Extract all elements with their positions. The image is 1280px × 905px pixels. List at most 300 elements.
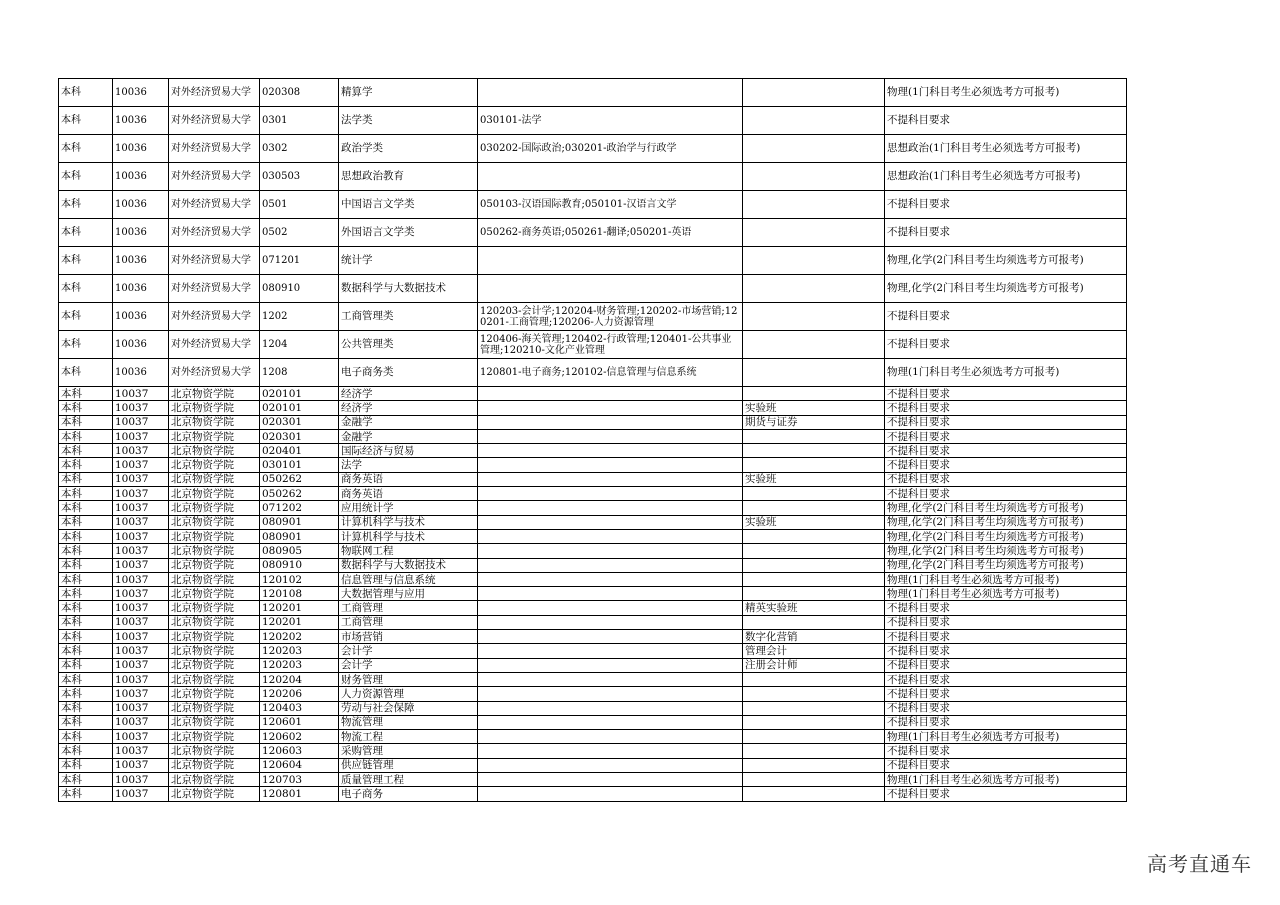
cell-included-majors — [478, 275, 743, 303]
cell-requirement: 不提科目要求 — [885, 303, 1127, 331]
cell-school-code: 10037 — [113, 787, 169, 801]
cell-school-code: 10037 — [113, 544, 169, 558]
cell-requirement: 物理,化学(2门科目考生均须选考方可报考) — [885, 529, 1127, 543]
cell-school-code: 10037 — [113, 487, 169, 501]
cell-requirement: 物理,化学(2门科目考生均须选考方可报考) — [885, 247, 1127, 275]
cell-school-code: 10036 — [113, 163, 169, 191]
cell-school-code: 10037 — [113, 658, 169, 672]
cell-school-code: 10037 — [113, 672, 169, 686]
cell-major-code: 120202 — [260, 630, 339, 644]
cell-school-code: 10037 — [113, 529, 169, 543]
cell-school-name: 北京物资学院 — [169, 773, 260, 787]
cell-requirement: 不提科目要求 — [885, 715, 1127, 729]
cell-included-majors — [478, 247, 743, 275]
cell-school-code: 10037 — [113, 587, 169, 601]
cell-major-name: 电子商务类 — [339, 359, 478, 387]
cell-major-name: 供应链管理 — [339, 758, 478, 772]
table-row — [59, 458, 1127, 472]
table-row — [59, 429, 1127, 443]
table-row — [59, 401, 1127, 415]
cell-included-majors — [478, 472, 743, 486]
cell-requirement: 不提科目要求 — [885, 701, 1127, 715]
cell-school-name: 北京物资学院 — [169, 415, 260, 429]
cell-major-name: 金融学 — [339, 415, 478, 429]
cell-note — [743, 587, 885, 601]
cell-major-name: 电子商务 — [339, 787, 478, 801]
cell-note — [743, 163, 885, 191]
cell-note — [743, 359, 885, 387]
cell-major-name: 公共管理类 — [339, 331, 478, 359]
cell-level: 本科 — [59, 658, 113, 672]
cell-level: 本科 — [59, 773, 113, 787]
cell-requirement: 不提科目要求 — [885, 787, 1127, 801]
cell-requirement: 不提科目要求 — [885, 387, 1127, 401]
cell-school-code: 10037 — [113, 687, 169, 701]
cell-major-name: 商务英语 — [339, 472, 478, 486]
cell-level: 本科 — [59, 359, 113, 387]
table-row — [59, 529, 1127, 543]
cell-school-name: 北京物资学院 — [169, 429, 260, 443]
cell-requirement: 不提科目要求 — [885, 107, 1127, 135]
table-row — [59, 501, 1127, 515]
cell-note — [743, 701, 885, 715]
cell-included-majors — [478, 773, 743, 787]
cell-note — [743, 544, 885, 558]
cell-requirement: 不提科目要求 — [885, 758, 1127, 772]
cell-note — [743, 444, 885, 458]
cell-requirement: 不提科目要求 — [885, 429, 1127, 443]
cell-school-code: 10036 — [113, 275, 169, 303]
cell-school-name: 北京物资学院 — [169, 458, 260, 472]
cell-school-code: 10036 — [113, 79, 169, 107]
table-row — [59, 658, 1127, 672]
cell-included-majors — [478, 615, 743, 629]
cell-included-majors: 030101-法学 — [478, 107, 743, 135]
cell-major-code: 120204 — [260, 672, 339, 686]
cell-major-name: 精算学 — [339, 79, 478, 107]
cell-note: 注册会计师 — [743, 658, 885, 672]
cell-level: 本科 — [59, 515, 113, 529]
cell-included-majors — [478, 658, 743, 672]
cell-requirement: 物理,化学(2门科目考生均须选考方可报考) — [885, 275, 1127, 303]
cell-note — [743, 744, 885, 758]
cell-note — [743, 558, 885, 572]
cell-major-name: 法学 — [339, 458, 478, 472]
cell-requirement: 物理(1门科目考生必须选考方可报考) — [885, 730, 1127, 744]
cell-school-code: 10037 — [113, 644, 169, 658]
cell-school-code: 10037 — [113, 701, 169, 715]
cell-note — [743, 758, 885, 772]
cell-school-code: 10037 — [113, 715, 169, 729]
table-row — [59, 331, 1127, 359]
cell-major-name: 会计学 — [339, 644, 478, 658]
cell-level: 本科 — [59, 730, 113, 744]
cell-major-name: 劳动与社会保障 — [339, 701, 478, 715]
cell-school-name: 北京物资学院 — [169, 687, 260, 701]
cell-school-name: 北京物资学院 — [169, 615, 260, 629]
cell-included-majors — [478, 701, 743, 715]
cell-requirement: 不提科目要求 — [885, 219, 1127, 247]
table-row — [59, 79, 1127, 107]
cell-requirement: 物理(1门科目考生必须选考方可报考) — [885, 359, 1127, 387]
cell-note — [743, 672, 885, 686]
cell-major-code: 0302 — [260, 135, 339, 163]
cell-major-code: 080901 — [260, 515, 339, 529]
cell-school-code: 10036 — [113, 303, 169, 331]
admission-requirements-table — [58, 78, 1127, 802]
cell-major-name: 工商管理 — [339, 615, 478, 629]
cell-level: 本科 — [59, 787, 113, 801]
cell-school-code: 10037 — [113, 415, 169, 429]
cell-school-code: 10037 — [113, 387, 169, 401]
cell-school-name: 北京物资学院 — [169, 715, 260, 729]
cell-included-majors — [478, 415, 743, 429]
cell-note — [743, 275, 885, 303]
cell-note — [743, 387, 885, 401]
cell-major-code: 120801 — [260, 787, 339, 801]
cell-requirement: 物理,化学(2门科目考生均须选考方可报考) — [885, 558, 1127, 572]
table-row — [59, 219, 1127, 247]
cell-included-majors — [478, 558, 743, 572]
cell-note — [743, 107, 885, 135]
cell-requirement: 不提科目要求 — [885, 601, 1127, 615]
cell-major-name: 财务管理 — [339, 672, 478, 686]
cell-major-name: 市场营销 — [339, 630, 478, 644]
cell-level: 本科 — [59, 79, 113, 107]
cell-school-code: 10037 — [113, 501, 169, 515]
table-row — [59, 415, 1127, 429]
cell-note — [743, 219, 885, 247]
cell-included-majors — [478, 544, 743, 558]
cell-level: 本科 — [59, 387, 113, 401]
table-row — [59, 303, 1127, 331]
cell-included-majors: 030202-国际政治;030201-政治学与行政学 — [478, 135, 743, 163]
table-row — [59, 715, 1127, 729]
cell-level: 本科 — [59, 401, 113, 415]
cell-school-name: 北京物资学院 — [169, 387, 260, 401]
table-row — [59, 758, 1127, 772]
cell-major-code: 120201 — [260, 615, 339, 629]
cell-requirement: 不提科目要求 — [885, 744, 1127, 758]
cell-major-code: 020101 — [260, 387, 339, 401]
cell-major-code: 120703 — [260, 773, 339, 787]
cell-major-code: 1208 — [260, 359, 339, 387]
cell-major-code: 020401 — [260, 444, 339, 458]
cell-major-code: 120601 — [260, 715, 339, 729]
cell-level: 本科 — [59, 415, 113, 429]
cell-requirement: 不提科目要求 — [885, 415, 1127, 429]
cell-included-majors — [478, 787, 743, 801]
table-row — [59, 191, 1127, 219]
cell-included-majors: 120801-电子商务;120102-信息管理与信息系统 — [478, 359, 743, 387]
cell-included-majors: 120406-海关管理;120402-行政管理;120401-公共事业管理;120210-文化产业管理 — [478, 331, 743, 359]
cell-included-majors: 120203-会计学;120204-财务管理;120202-市场营销;120201-工商管理;120206-人力资源管理 — [478, 303, 743, 331]
cell-school-name: 北京物资学院 — [169, 672, 260, 686]
cell-school-name: 北京物资学院 — [169, 601, 260, 615]
cell-level: 本科 — [59, 107, 113, 135]
table-row — [59, 558, 1127, 572]
cell-school-name: 北京物资学院 — [169, 558, 260, 572]
cell-level: 本科 — [59, 487, 113, 501]
cell-note: 期货与证券 — [743, 415, 885, 429]
table-row — [59, 444, 1127, 458]
cell-school-code: 10037 — [113, 758, 169, 772]
cell-included-majors — [478, 715, 743, 729]
cell-included-majors — [478, 687, 743, 701]
cell-major-name: 质量管理工程 — [339, 773, 478, 787]
cell-school-name: 北京物资学院 — [169, 758, 260, 772]
table-row — [59, 701, 1127, 715]
cell-included-majors — [478, 444, 743, 458]
cell-requirement: 思想政治(1门科目考生必须选考方可报考) — [885, 163, 1127, 191]
cell-school-code: 10036 — [113, 135, 169, 163]
table-row — [59, 601, 1127, 615]
cell-major-code: 020101 — [260, 401, 339, 415]
cell-included-majors: 050103-汉语国际教育;050101-汉语言文学 — [478, 191, 743, 219]
cell-school-name: 对外经济贸易大学 — [169, 303, 260, 331]
cell-school-name: 北京物资学院 — [169, 572, 260, 586]
cell-level: 本科 — [59, 501, 113, 515]
cell-requirement: 物理(1门科目考生必须选考方可报考) — [885, 773, 1127, 787]
cell-note: 实验班 — [743, 515, 885, 529]
cell-major-code: 120203 — [260, 658, 339, 672]
table-row — [59, 687, 1127, 701]
cell-note — [743, 135, 885, 163]
cell-major-code: 080910 — [260, 275, 339, 303]
cell-school-code: 10037 — [113, 773, 169, 787]
cell-note — [743, 247, 885, 275]
cell-level: 本科 — [59, 444, 113, 458]
cell-major-code: 080901 — [260, 529, 339, 543]
cell-included-majors: 050262-商务英语;050261-翻译;050201-英语 — [478, 219, 743, 247]
cell-major-name: 物流工程 — [339, 730, 478, 744]
cell-major-code: 120206 — [260, 687, 339, 701]
cell-included-majors — [478, 401, 743, 415]
cell-school-code: 10037 — [113, 458, 169, 472]
table-row — [59, 515, 1127, 529]
cell-major-name: 商务英语 — [339, 487, 478, 501]
cell-requirement: 物理,化学(2门科目考生均须选考方可报考) — [885, 515, 1127, 529]
cell-school-name: 北京物资学院 — [169, 515, 260, 529]
cell-major-code: 120603 — [260, 744, 339, 758]
cell-school-code: 10037 — [113, 472, 169, 486]
cell-school-name: 北京物资学院 — [169, 744, 260, 758]
cell-major-code: 020301 — [260, 415, 339, 429]
table-row — [59, 107, 1127, 135]
cell-school-name: 北京物资学院 — [169, 401, 260, 415]
cell-school-name: 北京物资学院 — [169, 472, 260, 486]
cell-included-majors — [478, 744, 743, 758]
cell-major-name: 中国语言文学类 — [339, 191, 478, 219]
cell-note — [743, 487, 885, 501]
cell-major-code: 071202 — [260, 501, 339, 515]
cell-school-name: 北京物资学院 — [169, 587, 260, 601]
cell-major-code: 0501 — [260, 191, 339, 219]
table-row — [59, 730, 1127, 744]
cell-school-name: 对外经济贸易大学 — [169, 331, 260, 359]
cell-included-majors — [478, 644, 743, 658]
cell-school-name: 对外经济贸易大学 — [169, 191, 260, 219]
cell-requirement: 不提科目要求 — [885, 472, 1127, 486]
cell-major-name: 工商管理类 — [339, 303, 478, 331]
cell-school-name: 北京物资学院 — [169, 730, 260, 744]
table-row — [59, 615, 1127, 629]
table-row — [59, 773, 1127, 787]
watermark-text: 高考直通车 — [1147, 852, 1252, 876]
cell-major-code: 0502 — [260, 219, 339, 247]
cell-major-name: 大数据管理与应用 — [339, 587, 478, 601]
cell-major-code: 0301 — [260, 107, 339, 135]
cell-school-name: 对外经济贸易大学 — [169, 107, 260, 135]
cell-note — [743, 79, 885, 107]
cell-school-name: 北京物资学院 — [169, 644, 260, 658]
cell-level: 本科 — [59, 715, 113, 729]
cell-major-name: 采购管理 — [339, 744, 478, 758]
cell-level: 本科 — [59, 529, 113, 543]
cell-major-name: 经济学 — [339, 401, 478, 415]
cell-major-code: 120604 — [260, 758, 339, 772]
cell-level: 本科 — [59, 191, 113, 219]
cell-level: 本科 — [59, 429, 113, 443]
cell-note — [743, 331, 885, 359]
cell-major-name: 计算机科学与技术 — [339, 515, 478, 529]
cell-included-majors — [478, 501, 743, 515]
cell-major-code: 071201 — [260, 247, 339, 275]
cell-note: 数字化营销 — [743, 630, 885, 644]
cell-requirement: 不提科目要求 — [885, 615, 1127, 629]
cell-school-code: 10036 — [113, 247, 169, 275]
cell-major-code: 030503 — [260, 163, 339, 191]
cell-note: 精英实验班 — [743, 601, 885, 615]
cell-school-name: 对外经济贸易大学 — [169, 275, 260, 303]
cell-major-code: 020308 — [260, 79, 339, 107]
cell-major-name: 计算机科学与技术 — [339, 529, 478, 543]
cell-major-name: 信息管理与信息系统 — [339, 572, 478, 586]
cell-level: 本科 — [59, 687, 113, 701]
cell-requirement: 不提科目要求 — [885, 644, 1127, 658]
cell-level: 本科 — [59, 544, 113, 558]
cell-level: 本科 — [59, 587, 113, 601]
table-row — [59, 787, 1127, 801]
cell-school-code: 10037 — [113, 601, 169, 615]
cell-requirement: 不提科目要求 — [885, 401, 1127, 415]
cell-major-name: 政治学类 — [339, 135, 478, 163]
cell-note — [743, 615, 885, 629]
cell-major-code: 120203 — [260, 644, 339, 658]
cell-school-name: 北京物资学院 — [169, 529, 260, 543]
table-row — [59, 644, 1127, 658]
cell-level: 本科 — [59, 672, 113, 686]
cell-school-name: 北京物资学院 — [169, 487, 260, 501]
cell-school-name: 对外经济贸易大学 — [169, 163, 260, 191]
cell-school-name: 北京物资学院 — [169, 444, 260, 458]
cell-requirement: 物理(1门科目考生必须选考方可报考) — [885, 572, 1127, 586]
cell-included-majors — [478, 429, 743, 443]
table-row — [59, 135, 1127, 163]
cell-included-majors — [478, 587, 743, 601]
cell-note — [743, 529, 885, 543]
cell-major-code: 020301 — [260, 429, 339, 443]
cell-school-name: 北京物资学院 — [169, 658, 260, 672]
cell-level: 本科 — [59, 615, 113, 629]
table-row — [59, 630, 1127, 644]
table-row — [59, 387, 1127, 401]
cell-note — [743, 501, 885, 515]
cell-major-name: 人力资源管理 — [339, 687, 478, 701]
cell-school-name: 北京物资学院 — [169, 501, 260, 515]
cell-requirement: 思想政治(1门科目考生必须选考方可报考) — [885, 135, 1127, 163]
cell-requirement: 物理,化学(2门科目考生均须选考方可报考) — [885, 501, 1127, 515]
cell-school-name: 北京物资学院 — [169, 787, 260, 801]
cell-included-majors — [478, 515, 743, 529]
cell-included-majors — [478, 630, 743, 644]
cell-level: 本科 — [59, 572, 113, 586]
cell-major-name: 数据科学与大数据技术 — [339, 558, 478, 572]
cell-school-name: 北京物资学院 — [169, 544, 260, 558]
cell-major-name: 统计学 — [339, 247, 478, 275]
cell-included-majors — [478, 487, 743, 501]
cell-school-code: 10037 — [113, 558, 169, 572]
cell-requirement: 不提科目要求 — [885, 658, 1127, 672]
cell-level: 本科 — [59, 601, 113, 615]
cell-major-name: 思想政治教育 — [339, 163, 478, 191]
cell-major-code: 120201 — [260, 601, 339, 615]
cell-school-code: 10037 — [113, 630, 169, 644]
cell-school-name: 对外经济贸易大学 — [169, 135, 260, 163]
cell-note — [743, 715, 885, 729]
cell-school-name: 对外经济贸易大学 — [169, 359, 260, 387]
cell-major-name: 国际经济与贸易 — [339, 444, 478, 458]
cell-major-code: 120102 — [260, 572, 339, 586]
cell-requirement: 不提科目要求 — [885, 630, 1127, 644]
cell-school-name: 北京物资学院 — [169, 630, 260, 644]
cell-school-code: 10037 — [113, 572, 169, 586]
cell-major-code: 120403 — [260, 701, 339, 715]
cell-school-code: 10037 — [113, 615, 169, 629]
cell-included-majors — [478, 730, 743, 744]
cell-note: 实验班 — [743, 472, 885, 486]
cell-school-name: 对外经济贸易大学 — [169, 79, 260, 107]
cell-major-name: 工商管理 — [339, 601, 478, 615]
cell-included-majors — [478, 458, 743, 472]
cell-school-name: 对外经济贸易大学 — [169, 247, 260, 275]
cell-major-name: 经济学 — [339, 387, 478, 401]
cell-major-name: 数据科学与大数据技术 — [339, 275, 478, 303]
cell-school-code: 10037 — [113, 515, 169, 529]
cell-level: 本科 — [59, 630, 113, 644]
cell-requirement: 不提科目要求 — [885, 458, 1127, 472]
cell-major-name: 会计学 — [339, 658, 478, 672]
cell-level: 本科 — [59, 458, 113, 472]
cell-school-code: 10036 — [113, 331, 169, 359]
cell-major-code: 120602 — [260, 730, 339, 744]
cell-included-majors — [478, 529, 743, 543]
cell-major-code: 120108 — [260, 587, 339, 601]
cell-included-majors — [478, 672, 743, 686]
cell-school-name: 北京物资学院 — [169, 701, 260, 715]
cell-level: 本科 — [59, 701, 113, 715]
cell-level: 本科 — [59, 644, 113, 658]
cell-note — [743, 787, 885, 801]
cell-school-code: 10037 — [113, 444, 169, 458]
cell-major-name: 物流管理 — [339, 715, 478, 729]
table-row — [59, 247, 1127, 275]
table-row — [59, 359, 1127, 387]
cell-requirement: 不提科目要求 — [885, 444, 1127, 458]
table-row — [59, 572, 1127, 586]
table-row — [59, 744, 1127, 758]
cell-note — [743, 687, 885, 701]
